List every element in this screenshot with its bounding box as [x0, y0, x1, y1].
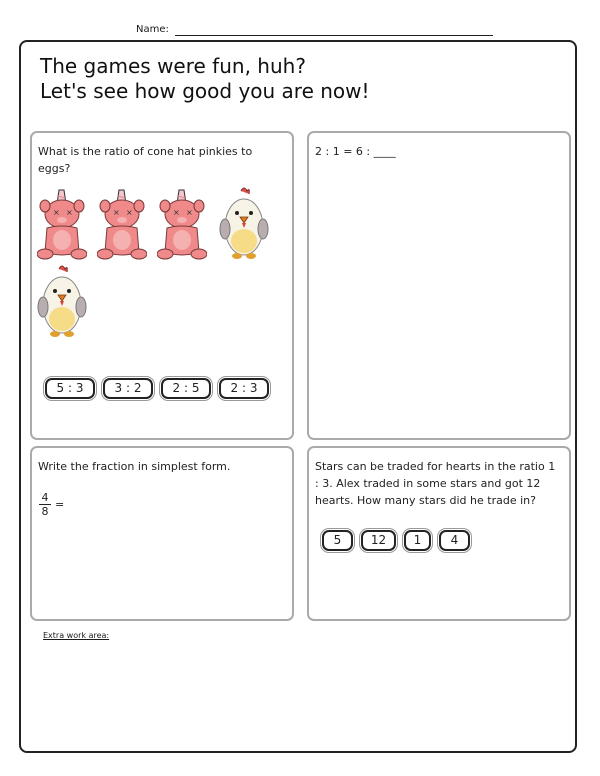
question-box-3: [30, 446, 294, 621]
choice-button[interactable]: 2 : 5: [161, 378, 211, 399]
question-4-choices: [322, 530, 470, 551]
title-line-2: Let's see how good you are now!: [40, 79, 370, 103]
cone-hat-pinky-icon: [37, 188, 87, 263]
question-box-1: [30, 131, 294, 440]
extra-work-area-label: Extra work area:: [43, 631, 110, 640]
page-title: [40, 54, 370, 104]
svg-text:×: ×: [186, 208, 193, 217]
fraction-numerator: 4: [41, 491, 49, 504]
question-1-choices: [45, 378, 269, 399]
choice-button[interactable]: 5: [322, 530, 353, 551]
question-3-text: Write the fraction in simplest form.: [38, 460, 231, 473]
svg-text:×: ×: [173, 208, 180, 217]
choice-button[interactable]: 12: [361, 530, 396, 551]
egg-chick-icon: [219, 185, 269, 261]
svg-text:×: ×: [126, 208, 133, 217]
question-2-text: 2 : 1 = 6 : ____: [315, 145, 396, 158]
egg-chick-icon: [37, 263, 87, 339]
choice-button[interactable]: 2 : 3: [219, 378, 269, 399]
title-line-1: The games were fun, huh?: [40, 54, 306, 78]
question-4-text: Stars can be traded for hearts in the ratio 1 : 3. Alex traded in some stars and got 12 hearts. How many stars did he trade in?: [315, 460, 556, 507]
fraction-expression: [39, 492, 64, 517]
worksheet: [19, 40, 577, 753]
question-box-4: [307, 446, 571, 621]
name-line[interactable]: [175, 35, 493, 36]
cone-hat-pinky-icon: [157, 188, 207, 263]
question-1-text: What is the ratio of cone hat pinkies to eggs?: [38, 145, 253, 175]
fraction: [39, 492, 51, 517]
cone-hat-pinky-icon: [97, 188, 147, 263]
name-label: Name:: [136, 24, 169, 35]
question-box-2: [307, 131, 571, 440]
choice-button[interactable]: 4: [439, 530, 470, 551]
choice-button[interactable]: 5 : 3: [45, 378, 95, 399]
svg-text:×: ×: [53, 208, 60, 217]
fraction-denominator: 8: [41, 505, 49, 518]
choice-button[interactable]: 3 : 2: [103, 378, 153, 399]
svg-text:×: ×: [66, 208, 73, 217]
choice-button[interactable]: 1: [404, 530, 431, 551]
svg-text:×: ×: [113, 208, 120, 217]
equals-sign: =: [55, 498, 65, 511]
